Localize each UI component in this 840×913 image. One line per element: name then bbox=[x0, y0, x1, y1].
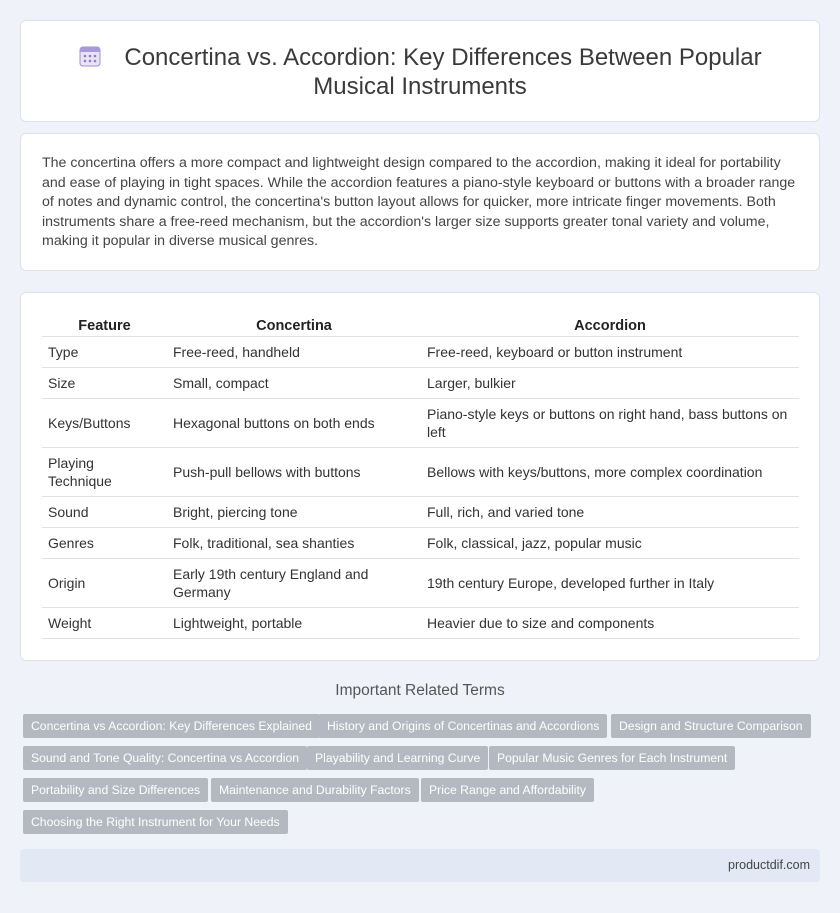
cell-feature: Type bbox=[42, 337, 167, 368]
table-row bbox=[42, 368, 799, 399]
intro-paragraph: The concertina offers a more compact and lightweight design compared to the accordion, making it ideal for portability and ease of playing in tight spaces. While the accordion features a piano-style keyboard or buttons with a broader range of notes and dynamic control, the concertina's button layout allows for quicker, more intricate finger movements. Both instruments share a free-reed mechanism, but the accordion's larger size supports greater tonal variety and volume, making it popular in diverse musical genres. bbox=[42, 155, 796, 250]
cell-feature: Origin bbox=[42, 559, 167, 608]
table-row bbox=[42, 559, 799, 608]
cell-feature: Playing Technique bbox=[42, 448, 167, 497]
cell-concertina: Bright, piercing tone bbox=[167, 497, 421, 528]
cell-accordion: Piano-style keys or buttons on right hand, bass buttons on left bbox=[421, 399, 799, 448]
table-row bbox=[42, 528, 799, 559]
cell-accordion: Free-reed, keyboard or button instrument bbox=[421, 337, 799, 368]
related-tag[interactable]: Concertina vs Accordion: Key Differences Explained bbox=[23, 714, 320, 738]
footer-site-link[interactable]: productdif.com bbox=[728, 858, 810, 872]
table-row bbox=[42, 399, 799, 448]
cell-concertina: Push-pull bellows with buttons bbox=[167, 448, 421, 497]
related-tag[interactable]: Playability and Learning Curve bbox=[307, 746, 488, 770]
cell-accordion: 19th century Europe, developed further in Italy bbox=[421, 559, 799, 608]
cell-accordion: Bellows with keys/buttons, more complex coordination bbox=[421, 448, 799, 497]
comparison-card bbox=[20, 292, 820, 661]
related-terms-heading: Important Related Terms bbox=[335, 682, 505, 699]
cell-accordion: Heavier due to size and components bbox=[421, 608, 799, 639]
footer bbox=[20, 849, 820, 882]
cell-feature: Keys/Buttons bbox=[42, 399, 167, 448]
cell-concertina: Free-reed, handheld bbox=[167, 337, 421, 368]
related-tag[interactable]: Price Range and Affordability bbox=[421, 778, 594, 802]
table-row bbox=[42, 608, 799, 639]
related-tag[interactable]: Choosing the Right Instrument for Your Needs bbox=[23, 810, 288, 834]
cell-feature: Size bbox=[42, 368, 167, 399]
cell-feature: Genres bbox=[42, 528, 167, 559]
table-header-row bbox=[42, 317, 799, 337]
table-row bbox=[42, 497, 799, 528]
cell-concertina: Early 19th century England and Germany bbox=[167, 559, 421, 608]
page-title bbox=[61, 43, 779, 101]
cell-accordion: Folk, classical, jazz, popular music bbox=[421, 528, 799, 559]
related-tag[interactable]: Sound and Tone Quality: Concertina vs Accordion bbox=[23, 746, 307, 770]
table-row bbox=[42, 448, 799, 497]
related-tag[interactable]: Portability and Size Differences bbox=[23, 778, 208, 802]
title-card bbox=[20, 20, 820, 122]
table-row bbox=[42, 337, 799, 368]
related-tag[interactable]: Maintenance and Durability Factors bbox=[211, 778, 419, 802]
header-concertina: Concertina bbox=[167, 317, 421, 337]
cell-concertina: Lightweight, portable bbox=[167, 608, 421, 639]
cell-concertina: Hexagonal buttons on both ends bbox=[167, 399, 421, 448]
related-tag[interactable]: History and Origins of Concertinas and Accordions bbox=[319, 714, 607, 738]
cell-accordion: Full, rich, and varied tone bbox=[421, 497, 799, 528]
cell-concertina: Folk, traditional, sea shanties bbox=[167, 528, 421, 559]
header-feature: Feature bbox=[42, 317, 167, 337]
header-accordion: Accordion bbox=[421, 317, 799, 337]
related-tag[interactable]: Design and Structure Comparison bbox=[611, 714, 811, 738]
cell-accordion: Larger, bulkier bbox=[421, 368, 799, 399]
comparison-table bbox=[42, 317, 799, 639]
related-tag[interactable]: Popular Music Genres for Each Instrument bbox=[489, 746, 735, 770]
calendar-icon bbox=[78, 44, 102, 68]
cell-concertina: Small, compact bbox=[167, 368, 421, 399]
cell-feature: Sound bbox=[42, 497, 167, 528]
cell-feature: Weight bbox=[42, 608, 167, 639]
page-title-text: Concertina vs. Accordion: Key Differences Between Popular Musical Instruments bbox=[124, 44, 762, 100]
intro-card bbox=[20, 133, 820, 271]
